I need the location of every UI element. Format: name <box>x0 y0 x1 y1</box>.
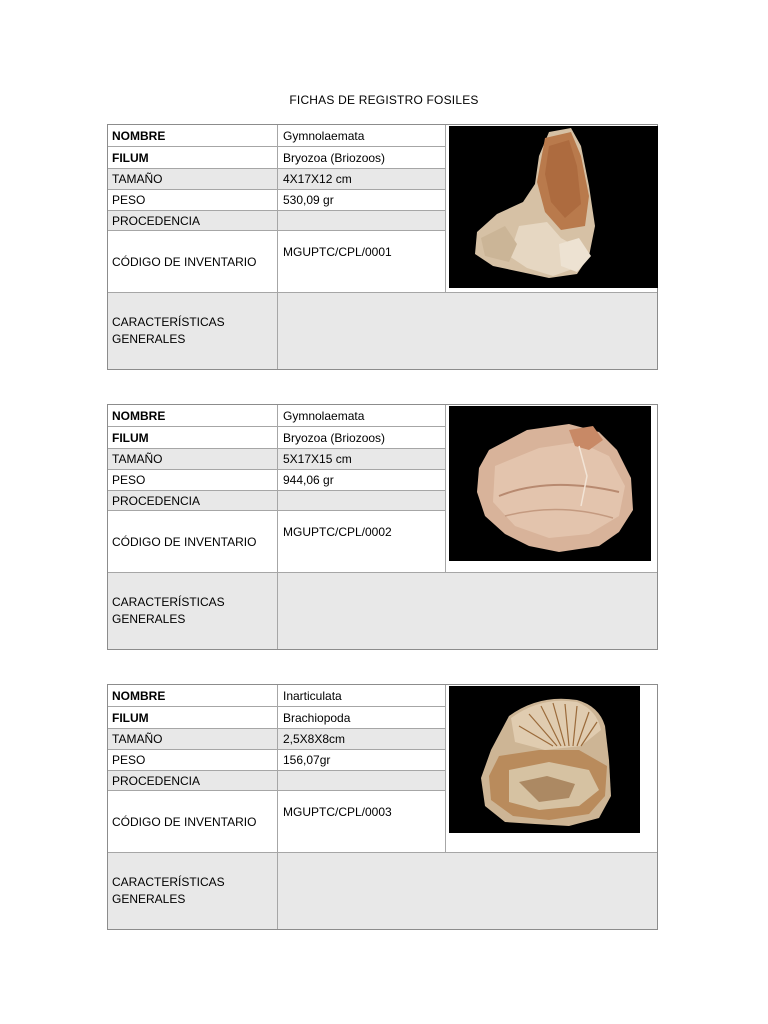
row-nombre <box>108 125 446 147</box>
label-nombre: NOMBRE <box>108 685 278 706</box>
value-procedencia <box>278 771 446 790</box>
row-caracteristicas <box>108 572 657 649</box>
row-peso <box>108 470 446 491</box>
row-peso <box>108 750 446 771</box>
label-codigo: CÓDIGO DE INVENTARIO <box>108 511 278 572</box>
row-filum <box>108 147 446 169</box>
value-nombre: Inarticulata <box>278 685 446 706</box>
row-tamano <box>108 729 446 750</box>
value-peso: 530,09 gr <box>278 190 446 210</box>
value-codigo: MGUPTC/CPL/0002 <box>278 511 446 572</box>
row-filum <box>108 707 446 729</box>
value-peso: 156,07gr <box>278 750 446 770</box>
label-tamano: TAMAÑO <box>108 729 278 749</box>
fossil-record-card <box>107 684 658 930</box>
value-tamano: 4X17X12 cm <box>278 169 446 189</box>
label-nombre: NOMBRE <box>108 125 278 146</box>
label-caracteristicas: CARACTERÍSTICAS GENERALES <box>108 573 278 649</box>
value-tamano: 5X17X15 cm <box>278 449 446 469</box>
label-tamano: TAMAÑO <box>108 169 278 189</box>
row-peso <box>108 190 446 211</box>
label-peso: PESO <box>108 470 278 490</box>
label-procedencia: PROCEDENCIA <box>108 771 278 790</box>
label-procedencia: PROCEDENCIA <box>108 211 278 230</box>
value-filum: Brachiopoda <box>278 707 446 728</box>
value-filum: Bryozoa (Briozoos) <box>278 427 446 448</box>
row-nombre <box>108 405 446 427</box>
fossil-photo <box>449 686 640 833</box>
value-peso: 944,06 gr <box>278 470 446 490</box>
row-tamano <box>108 449 446 470</box>
value-procedencia <box>278 211 446 230</box>
row-tamano <box>108 169 446 190</box>
value-nombre: Gymnolaemata <box>278 125 446 146</box>
label-caracteristicas: CARACTERÍSTICAS GENERALES <box>108 293 278 369</box>
value-procedencia <box>278 491 446 510</box>
label-codigo: CÓDIGO DE INVENTARIO <box>108 791 278 852</box>
row-procedencia <box>108 771 446 791</box>
fossil-record-card <box>107 404 658 650</box>
value-nombre: Gymnolaemata <box>278 405 446 426</box>
row-filum <box>108 427 446 449</box>
label-filum: FILUM <box>108 427 278 448</box>
row-codigo <box>108 511 446 572</box>
fossil-photo <box>449 126 658 288</box>
fossil-photo <box>449 406 651 561</box>
value-codigo: MGUPTC/CPL/0003 <box>278 791 446 852</box>
label-nombre: NOMBRE <box>108 405 278 426</box>
row-codigo <box>108 231 446 292</box>
label-peso: PESO <box>108 750 278 770</box>
label-filum: FILUM <box>108 147 278 168</box>
label-procedencia: PROCEDENCIA <box>108 491 278 510</box>
row-caracteristicas <box>108 292 657 369</box>
row-procedencia <box>108 211 446 231</box>
label-filum: FILUM <box>108 707 278 728</box>
page-title: FICHAS DE REGISTRO FOSILES <box>289 93 479 107</box>
label-tamano: TAMAÑO <box>108 449 278 469</box>
row-nombre <box>108 685 446 707</box>
fossil-record-card <box>107 124 658 370</box>
value-filum: Bryozoa (Briozoos) <box>278 147 446 168</box>
row-caracteristicas <box>108 852 657 929</box>
row-codigo <box>108 791 446 852</box>
label-codigo: CÓDIGO DE INVENTARIO <box>108 231 278 292</box>
label-peso: PESO <box>108 190 278 210</box>
value-codigo: MGUPTC/CPL/0001 <box>278 231 446 292</box>
value-tamano: 2,5X8X8cm <box>278 729 446 749</box>
label-caracteristicas: CARACTERÍSTICAS GENERALES <box>108 853 278 929</box>
row-procedencia <box>108 491 446 511</box>
